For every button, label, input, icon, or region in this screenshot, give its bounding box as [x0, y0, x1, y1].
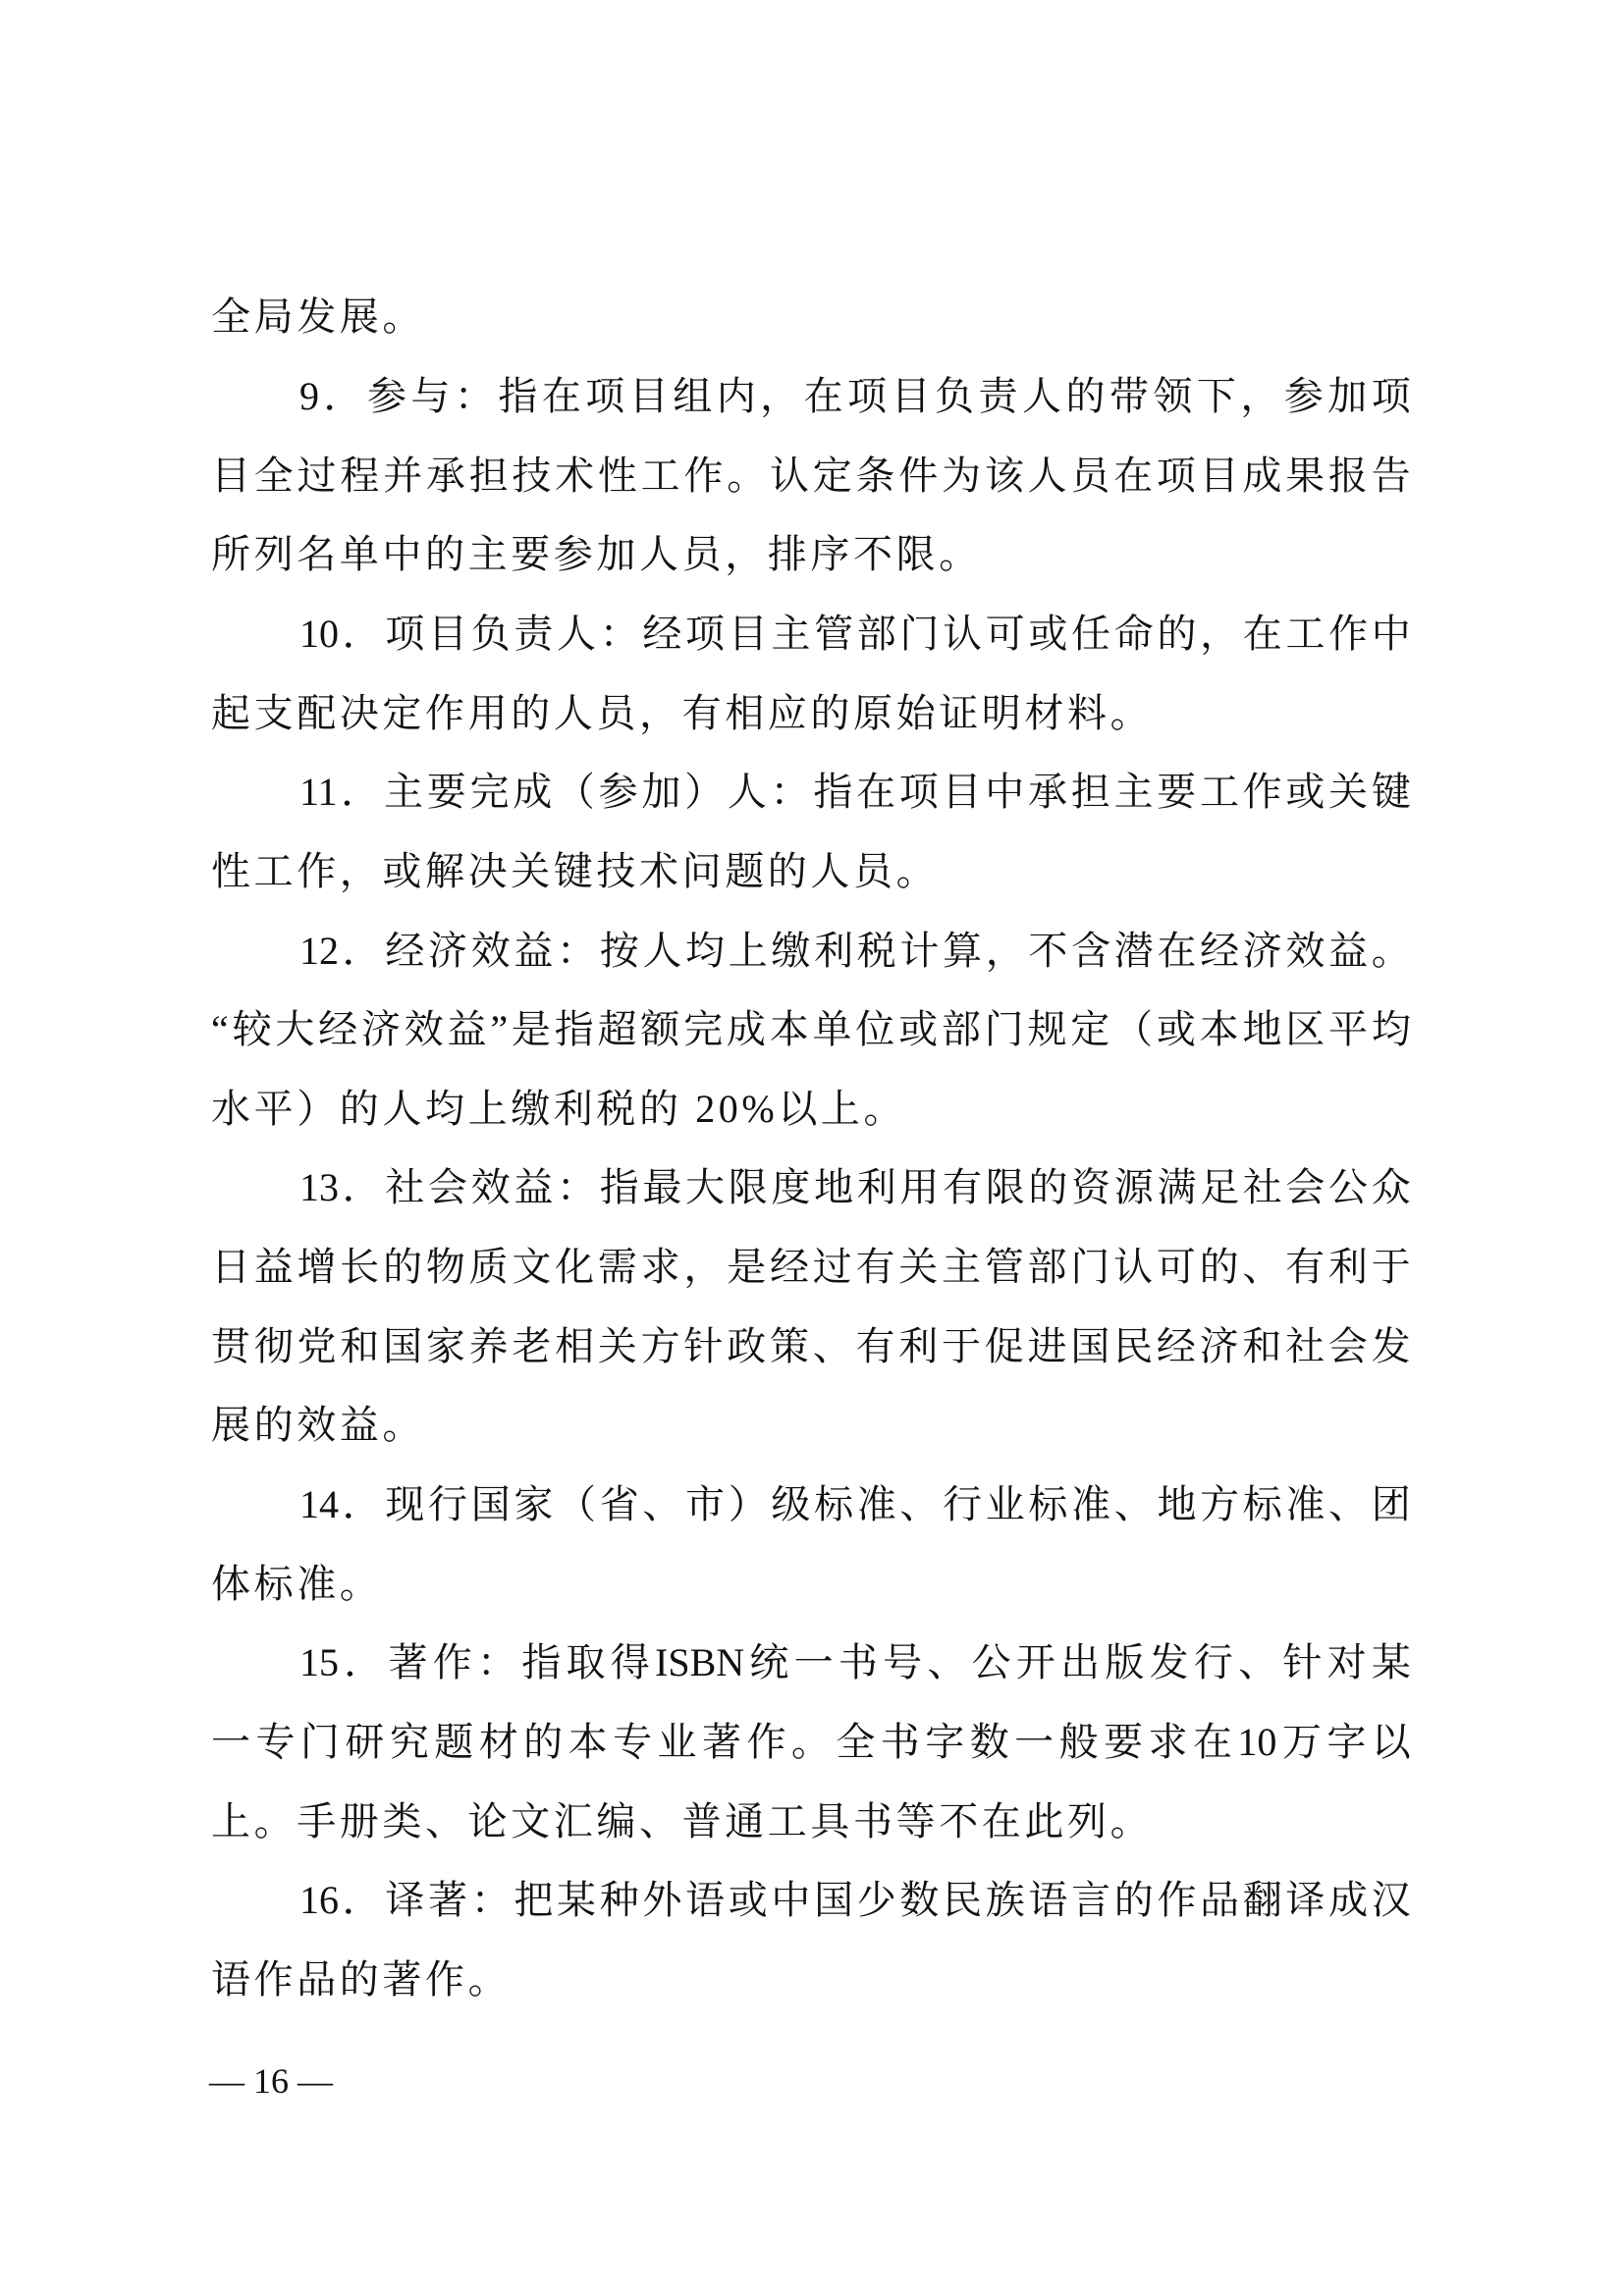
paragraph-continuation-line: 全局发展。 [211, 294, 425, 339]
item-14-line-1: 14 ． 现 行 国 家 （ 省 、 市 ） 级 标 准 、 行 业 标 准 、 地 方 标 准 、 团 [299, 1482, 1411, 1526]
item-14-line-2: 体标准。 [211, 1562, 383, 1606]
item-9-line-1: 9 ． 参 与 ： 指 在 项 目 组 内 ， 在 项 目 负 责 人 的 带 领 下 ， 参 加 项 [299, 374, 1411, 418]
item-12-line-2: “ 较 大 经 济 效 益 ” 是 指 超 额 完 成 本 单 位 或 部 门 规 定 （ 或 本 地 区 平 均 [211, 1007, 1411, 1051]
item-13-line-3: 贯 彻 党 和 国 家 养 老 相 关 方 针 政 策 、 有 利 于 促 进 国 民 经 济 和 社 会 发 [211, 1324, 1411, 1368]
item-9-line-3: 所列名单中的主要参加人员，排序不限。 [211, 532, 982, 576]
item-9-line-2: 目 全 过 程 并 承 担 技 术 性 工 作 。 认 定 条 件 为 该 人 员 在 项 目 成 果 报 告 [211, 454, 1411, 498]
item-13-line-2: 日 益 增 长 的 物 质 文 化 需 求 ， 是 经 过 有 关 主 管 部 门 认 可 的 、 有 利 于 [211, 1245, 1411, 1289]
item-12-line-3: 水平）的人均上缴利税的 20%以上。 [211, 1087, 907, 1131]
item-13-line-4: 展的效益。 [211, 1403, 425, 1447]
item-16-line-1: 16 ． 译 著 ： 把 某 种 外 语 或 中 国 少 数 民 族 语 言 的 作 品 翻 译 成 汉 [299, 1878, 1411, 1922]
item-15-line-2: 一 专 门 研 究 题 材 的 本 专 业 著 作 。 全 书 字 数 一 般 要 求 在 10 万 字 以 [211, 1720, 1411, 1764]
item-15-line-3: 上。手册类、论文汇编、普通工具书等不在此列。 [211, 1799, 1154, 1843]
item-16-line-2: 语作品的著作。 [211, 1957, 512, 2002]
item-10-line-1: 10 ． 项 目 负 责 人 ： 经 项 目 主 管 部 门 认 可 或 任 命 的 ， 在 工 作 中 [299, 612, 1411, 656]
item-11-line-1: 11 ． 主 要 完 成 （ 参 加 ） 人 ： 指 在 项 目 中 承 担 主 要 工 作 或 关 键 [299, 770, 1411, 814]
item-12-line-1: 12 ． 经 济 效 益 ： 按 人 均 上 缴 利 税 计 算 ， 不 含 潜 在 经 济 效 益 。 [299, 929, 1411, 973]
page-number: — 16 — [209, 2061, 333, 2101]
item-13-line-1: 13 ． 社 会 效 益 ： 指 最 大 限 度 地 利 用 有 限 的 资 源 满 足 社 会 公 众 [299, 1165, 1411, 1209]
item-15-line-1: 15 ． 著 作 ： 指 取 得 ISBN 统 一 书 号 、 公 开 出 版 发 行 、 针 对 某 [299, 1640, 1411, 1684]
item-10-line-2: 起支配决定作用的人员，有相应的原始证明材料。 [211, 691, 1154, 735]
item-11-line-2: 性工作，或解决关键技术问题的人员。 [211, 849, 940, 893]
